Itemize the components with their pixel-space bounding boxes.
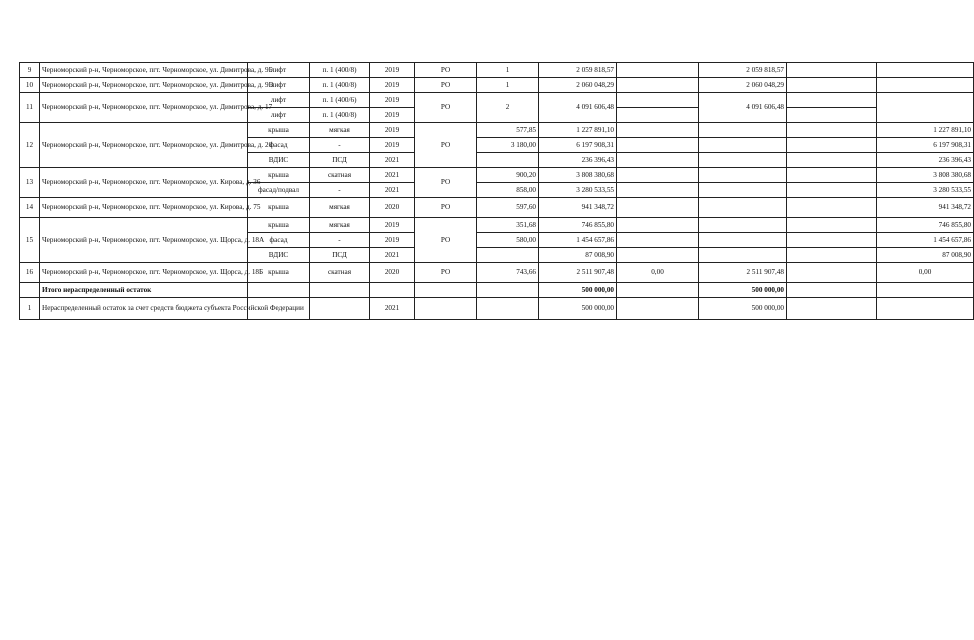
empty-cell: [477, 298, 539, 320]
area-cell: [477, 153, 539, 168]
col10-cell: [699, 183, 787, 198]
empty-cell: [415, 283, 477, 298]
source-cell: РО: [415, 123, 477, 168]
col12-cell: [877, 63, 974, 78]
year-cell: 2021: [370, 168, 415, 183]
total-cell: 1 227 891,10: [539, 123, 617, 138]
year-cell: 2019: [370, 63, 415, 78]
col10-cell: [699, 153, 787, 168]
work-kind-cell: п. 1 (400/6): [310, 93, 370, 108]
empty-cell: [787, 283, 877, 298]
work-kind-cell: -: [310, 138, 370, 153]
work-kind-cell: скатная: [310, 168, 370, 183]
col12-cell: [877, 93, 974, 123]
empty-cell: [877, 298, 974, 320]
col12-cell: 236 396,43: [877, 153, 974, 168]
table-row: [20, 78, 974, 93]
col10-cell: [699, 248, 787, 263]
row-number: 10: [20, 78, 40, 93]
address-cell: Черноморский р-н, Черноморское, пгт. Черноморское, ул. Димитрова, д. 9Б: [40, 63, 248, 78]
col11-cell: [787, 233, 877, 248]
total-cell: 2 059 818,57: [539, 63, 617, 78]
address-cell: Черноморский р-н, Черноморское, пгт. Черноморское, ул. Димитрова, д. 20: [40, 123, 248, 168]
table-row: [20, 93, 974, 108]
col9-cell: [617, 233, 699, 248]
work-type-cell: фасад: [248, 233, 310, 248]
col12-cell: 3 280 533,55: [877, 183, 974, 198]
col12-cell: 87 008,90: [877, 248, 974, 263]
table-row: [20, 63, 974, 78]
row-number: 1: [20, 298, 40, 320]
col11-cell: [787, 153, 877, 168]
col9-cell: [617, 108, 699, 123]
col9-cell: [617, 183, 699, 198]
total-cell: 746 855,80: [539, 218, 617, 233]
address-cell: Черноморский р-н, Черноморское, пгт. Черноморское, ул. Димитрова, д. 17: [40, 93, 248, 123]
work-type-cell: крыша: [248, 263, 310, 283]
work-kind-cell: -: [310, 233, 370, 248]
source-cell: РО: [415, 168, 477, 198]
area-cell: 577,85: [477, 123, 539, 138]
empty-cell: [477, 283, 539, 298]
row-number: 9: [20, 63, 40, 78]
area-cell: 858,00: [477, 183, 539, 198]
table-row: [20, 198, 974, 218]
year-cell: 2019: [370, 123, 415, 138]
area-cell: 580,00: [477, 233, 539, 248]
empty-cell: [617, 283, 699, 298]
total-cell: 941 348,72: [539, 198, 617, 218]
col10-cell: [699, 218, 787, 233]
col12-cell: 1 227 891,10: [877, 123, 974, 138]
row-number: 11: [20, 93, 40, 123]
work-type-cell: крыша: [248, 218, 310, 233]
empty-cell: [415, 298, 477, 320]
col11-cell: [787, 138, 877, 153]
work-type-cell: фасад/подвал: [248, 183, 310, 198]
year-cell: 2019: [370, 218, 415, 233]
year-cell: 2020: [370, 198, 415, 218]
year-cell: 2020: [370, 263, 415, 283]
col12-cell: 0,00: [877, 263, 974, 283]
row-number: 14: [20, 198, 40, 218]
total-cell: 500 000,00: [539, 283, 617, 298]
total-row: [20, 283, 974, 298]
empty-cell: [877, 283, 974, 298]
qty-cell: 1: [477, 63, 539, 78]
col9-cell: [617, 138, 699, 153]
address-cell: Нераспределенный остаток за счет средств бюджета субъекта Российской Федерации: [40, 298, 248, 320]
work-kind-cell: ПСД: [310, 153, 370, 168]
work-kind-cell: п. 1 (400/8): [310, 63, 370, 78]
work-kind-cell: п. 1 (400/8): [310, 78, 370, 93]
total-cell: 6 197 908,31: [539, 138, 617, 153]
col12-cell: 3 808 380,68: [877, 168, 974, 183]
year-cell: 2019: [370, 138, 415, 153]
col9-cell: 0,00: [617, 263, 699, 283]
work-type-cell: лифт: [248, 93, 310, 108]
total-cell: 500 000,00: [539, 298, 617, 320]
col11-cell: [787, 63, 877, 78]
year-cell: 2019: [370, 233, 415, 248]
work-kind-cell: -: [310, 183, 370, 198]
row-number: 15: [20, 218, 40, 263]
col12-cell: 746 855,80: [877, 218, 974, 233]
col10-cell: [699, 138, 787, 153]
source-cell: РО: [415, 198, 477, 218]
work-kind-cell: мягкая: [310, 123, 370, 138]
area-cell: 3 180,00: [477, 138, 539, 153]
col12-cell: 6 197 908,31: [877, 138, 974, 153]
col10-cell: [699, 168, 787, 183]
work-type-cell: лифт: [248, 108, 310, 123]
year-cell: 2019: [370, 78, 415, 93]
col12-cell: 1 454 657,86: [877, 233, 974, 248]
year-cell: 2021: [370, 153, 415, 168]
col11-cell: [787, 198, 877, 218]
col9-cell: [617, 123, 699, 138]
table-row: [20, 123, 974, 138]
total-cell: 4 091 606,48: [539, 93, 617, 123]
total-cell: 1 454 657,86: [539, 233, 617, 248]
row-number: [20, 283, 40, 298]
row-number: 12: [20, 123, 40, 168]
source-cell: РО: [415, 218, 477, 263]
col11-cell: [787, 93, 877, 108]
work-type-cell: фасад: [248, 138, 310, 153]
year-cell: 2019: [370, 108, 415, 123]
col10-cell: [699, 123, 787, 138]
col11-cell: [787, 263, 877, 283]
total-cell: 87 008,90: [539, 248, 617, 263]
funding-table: [19, 62, 974, 320]
col9-cell: [617, 78, 699, 93]
qty-cell: 1: [477, 78, 539, 93]
address-cell: Черноморский р-н, Черноморское, пгт. Черноморское, ул. Щорса, д. 18Б: [40, 263, 248, 283]
empty-cell: [370, 283, 415, 298]
work-type-cell: крыша: [248, 123, 310, 138]
qty-cell: 2: [477, 93, 539, 123]
year-cell: 2021: [370, 183, 415, 198]
work-kind-cell: скатная: [310, 263, 370, 283]
col9-cell: [617, 153, 699, 168]
year-cell: 2021: [370, 248, 415, 263]
empty-cell: [617, 298, 699, 320]
col11-cell: [787, 183, 877, 198]
col11-cell: [787, 248, 877, 263]
col11-cell: [787, 218, 877, 233]
col10-cell: 500 000,00: [699, 298, 787, 320]
table-row: [20, 168, 974, 183]
work-kind-cell: мягкая: [310, 198, 370, 218]
total-cell: 3 280 533,55: [539, 183, 617, 198]
total-cell: 2 060 048,29: [539, 78, 617, 93]
col11-cell: [787, 168, 877, 183]
source-cell: РО: [415, 263, 477, 283]
work-type-cell: лифт: [248, 63, 310, 78]
source-cell: РО: [415, 63, 477, 78]
work-kind-cell: ПСД: [310, 248, 370, 263]
work-type-cell: крыша: [248, 198, 310, 218]
address-cell: Черноморский р-н, Черноморское, пгт. Черноморское, ул. Кирова, д. 36: [40, 168, 248, 198]
col9-cell: [617, 63, 699, 78]
year-cell: 2019: [370, 93, 415, 108]
empty-cell: [248, 283, 310, 298]
col10-cell: 2 059 818,57: [699, 63, 787, 78]
col9-cell: [617, 168, 699, 183]
work-type-cell: лифт: [248, 78, 310, 93]
work-type-cell: ВДИС: [248, 248, 310, 263]
empty-cell: [310, 298, 370, 320]
total-cell: 236 396,43: [539, 153, 617, 168]
empty-cell: [787, 298, 877, 320]
col11-cell: [787, 108, 877, 123]
table-row: [20, 298, 974, 320]
empty-cell: [310, 283, 370, 298]
col10-cell: 4 091 606,48: [699, 93, 787, 123]
row-number: 16: [20, 263, 40, 283]
address-cell: Черноморский р-н, Черноморское, пгт. Черноморское, ул. Кирова, д. 75: [40, 198, 248, 218]
table-row: [20, 263, 974, 283]
work-kind-cell: мягкая: [310, 218, 370, 233]
total-label: Итого нераспределенный остаток: [40, 283, 248, 298]
area-cell: 900,20: [477, 168, 539, 183]
total-cell: 3 808 380,68: [539, 168, 617, 183]
col9-cell: [617, 93, 699, 108]
col9-cell: [617, 198, 699, 218]
col12-cell: 941 348,72: [877, 198, 974, 218]
work-type-cell: крыша: [248, 168, 310, 183]
address-cell: Черноморский р-н, Черноморское, пгт. Черноморское, ул. Димитрова, д. 9В: [40, 78, 248, 93]
row-number: 13: [20, 168, 40, 198]
area-cell: [477, 248, 539, 263]
col12-cell: [877, 78, 974, 93]
col10-cell: [699, 233, 787, 248]
source-cell: РО: [415, 78, 477, 93]
total-cell: 2 511 907,48: [539, 263, 617, 283]
area-cell: 597,60: [477, 198, 539, 218]
work-kind-cell: п. 1 (400/8): [310, 108, 370, 123]
work-type-cell: ВДИС: [248, 153, 310, 168]
col10-cell: [699, 198, 787, 218]
col9-cell: [617, 248, 699, 263]
address-cell: Черноморский р-н, Черноморское, пгт. Черноморское, ул. Щорса, д. 18А: [40, 218, 248, 263]
col11-cell: [787, 123, 877, 138]
area-cell: 743,66: [477, 263, 539, 283]
table-row: [20, 218, 974, 233]
area-cell: 351,68: [477, 218, 539, 233]
col10-cell: 500 000,00: [699, 283, 787, 298]
col10-cell: 2 511 907,48: [699, 263, 787, 283]
source-cell: РО: [415, 93, 477, 123]
year-cell: 2021: [370, 298, 415, 320]
col10-cell: 2 060 048,29: [699, 78, 787, 93]
col9-cell: [617, 218, 699, 233]
col11-cell: [787, 78, 877, 93]
